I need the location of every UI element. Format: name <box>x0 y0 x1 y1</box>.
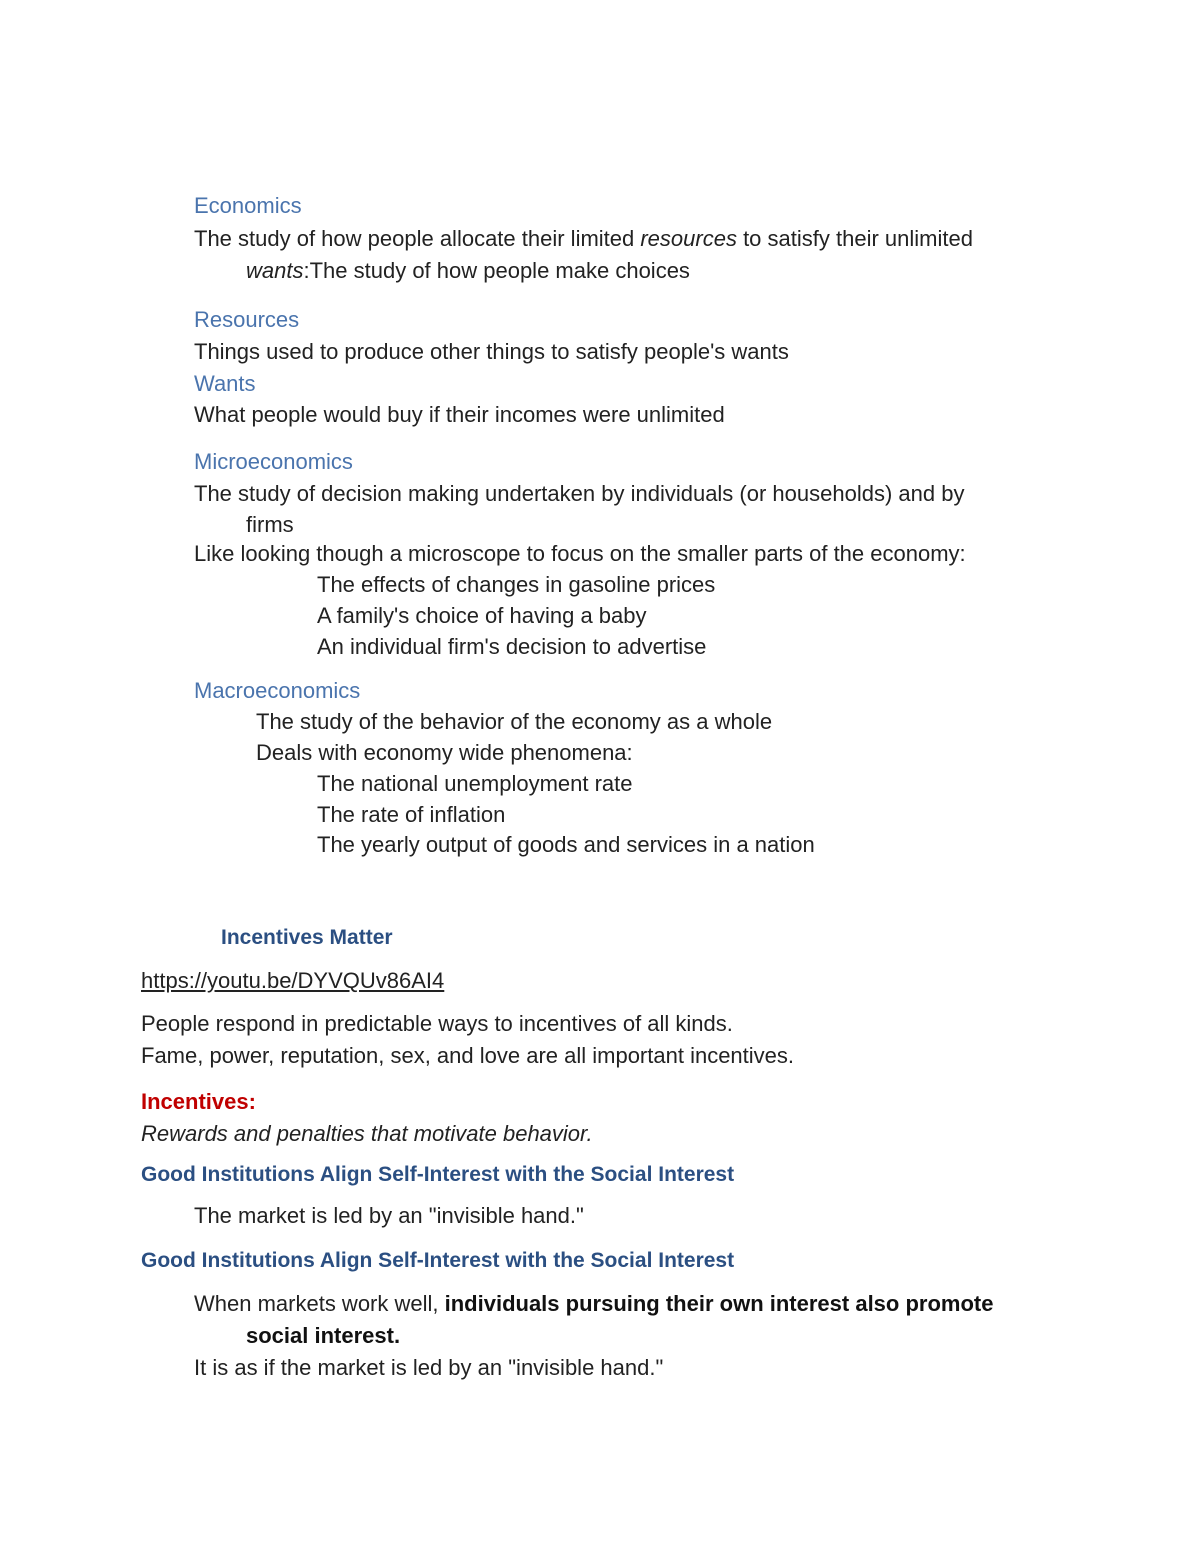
microeconomics-heading: Microeconomics <box>194 449 353 474</box>
self-interest-emphasis: individuals pursuing their own interest also promote <box>444 1291 994 1316</box>
macroeconomics-phenomena-intro: Deals with economy wide phenomena: <box>256 740 633 765</box>
microeconomics-example: An individual firm's decision to advertise <box>317 634 707 659</box>
economics-definition-line-2 <box>246 258 690 284</box>
video-link[interactable]: https://youtu.be/DYVQUv86AI4 <box>141 968 445 993</box>
wants-definition: What people would buy if their incomes were unlimited <box>194 402 725 427</box>
economics-text-part: The study of how people allocate their limited <box>194 226 641 251</box>
institutions-heading-1: Good Institutions Align Self-Interest with the Social Interest <box>141 1163 735 1186</box>
microeconomics-definition-line-1: The study of decision making undertaken by individuals (or households) and by <box>194 481 965 506</box>
invisible-hand-conclusion: It is as if the market is led by an "invisible hand." <box>194 1355 664 1380</box>
resources-definition: Things used to produce other things to satisfy people's wants <box>194 339 789 364</box>
microeconomics-analogy: Like looking though a microscope to focus on the smaller parts of the economy: <box>194 541 966 566</box>
macroeconomics-example: The national unemployment rate <box>317 771 633 796</box>
markets-work-well-line <box>194 1291 993 1317</box>
economics-definition-line-1 <box>194 226 973 252</box>
economics-heading: Economics <box>194 193 302 218</box>
microeconomics-example: A family's choice of having a baby <box>317 603 647 628</box>
resources-term: resources <box>640 226 737 251</box>
incentives-definition-heading: Incentives: <box>141 1089 256 1114</box>
incentives-definition-text: Rewards and penalties that motivate behavior. <box>141 1121 593 1146</box>
economics-text-part: :The study of how people make choices <box>303 258 690 283</box>
economics-text-part: to satisfy their unlimited <box>736 226 973 251</box>
microeconomics-example: The effects of changes in gasoline prices <box>317 572 716 597</box>
markets-work-well-text: When markets work well, <box>194 1291 445 1316</box>
invisible-hand-statement: The market is led by an "invisible hand." <box>194 1203 584 1228</box>
resources-heading: Resources <box>194 307 300 332</box>
macroeconomics-definition: The study of the behavior of the economy as a whole <box>256 709 773 734</box>
macroeconomics-heading: Macroeconomics <box>194 678 361 703</box>
microeconomics-definition-line-2: firms <box>246 512 294 537</box>
incentives-paragraph-2: Fame, power, reputation, sex, and love are all important incentives. <box>141 1043 795 1068</box>
macroeconomics-example: The rate of inflation <box>317 802 506 827</box>
institutions-heading-2: Good Institutions Align Self-Interest with the Social Interest <box>141 1249 735 1272</box>
macroeconomics-example: The yearly output of goods and services in a nation <box>317 832 815 857</box>
social-interest-emphasis: social interest. <box>246 1323 401 1348</box>
incentives-matter-title: Incentives Matter <box>221 926 393 949</box>
incentives-paragraph-1: People respond in predictable ways to incentives of all kinds. <box>141 1011 733 1036</box>
wants-term: wants <box>246 258 304 283</box>
wants-heading: Wants <box>194 371 256 396</box>
